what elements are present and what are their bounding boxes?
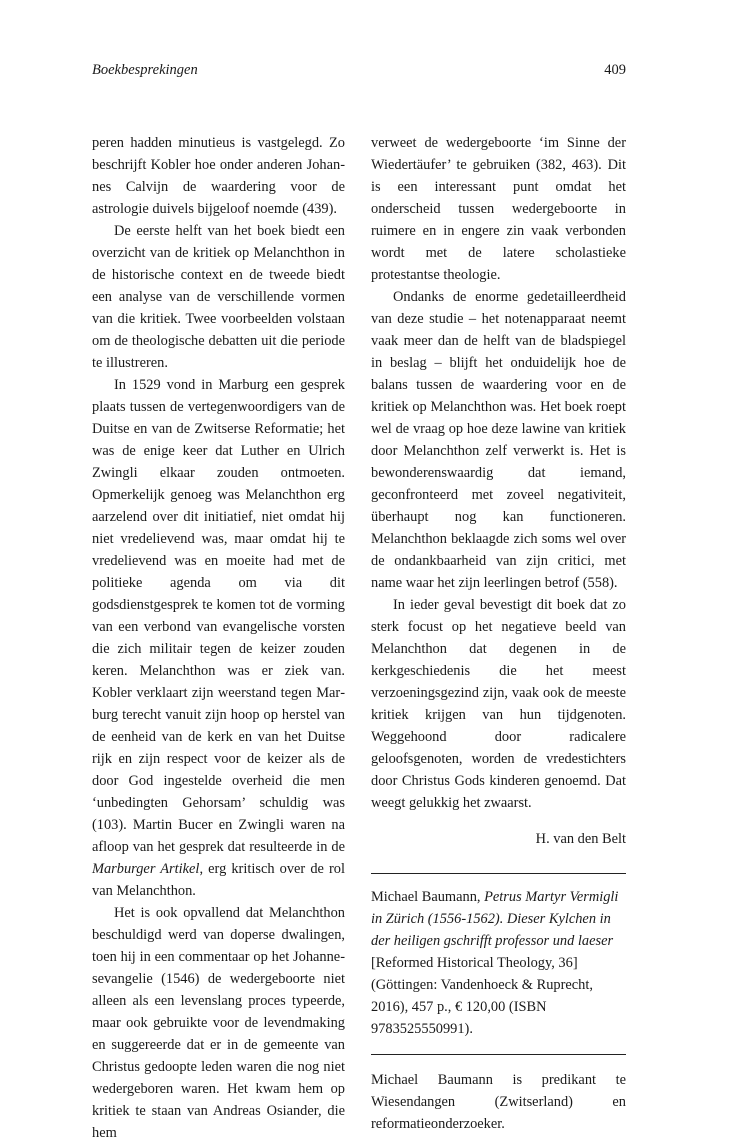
paragraph: peren hadden minutieus is vastgelegd. Zo beschrijft Kobler hoe onder anderen Johannes Calvijn de waardering voor de astrologie duivels bijgeloof noemde (439). [92, 135, 345, 217]
paragraph: verweet de wedergeboorte ‘im Sinne der Wiedertäufer’ te gebruiken (382, 463). Dit is een interessant punt omdat het onderscheid tussen wedergeboorte in ruimere en in engere zin vaak verbonden wordt met de latere scholastieke protestantse theologie. [371, 135, 626, 283]
book-author: Michael Baumann, [371, 889, 485, 905]
right-column [371, 132, 626, 1135]
reviewer-signature: H. van den Belt [535, 831, 626, 847]
paragraph: Het is ook opvallend dat Melanchthon beschuldigd werd van doperse dwalingen, toen hij in een commentaar op het Johannesevangelie (1546) de wedergeboorte niet alleen als een levenslang proces typeerde, maar ook gebruikte voor de levendmaking en suggereerde dat er in de gemeente van Christus gedoopte leden waren die nog niet wedergeboren waren. Het kwam hem op kritiek te staan van Andreas Osiander, die hem [92, 905, 345, 1141]
page-header [92, 62, 626, 84]
paragraph [92, 374, 345, 902]
paragraph: In ieder geval bevestigt dit boek dat zo sterk focust op het negatieve beeld van Melanchthon dat degenen in de kerkgeschiedenis die het meest verzoeningsgezind zijn, vaak ook de meeste kritiek krijgen van hun tijdgenoten. Weggehoond door radicalere geloofsgenoten, worden de vredestichters door Christus Gods kinderen genoemd. Dat weegt gelukkig het zwaarst. [371, 597, 626, 811]
italic-title: Marburger Artikel [92, 861, 200, 877]
divider [371, 873, 626, 874]
left-column [92, 132, 345, 1144]
paragraph-text: , erg kritisch over de rol van Melanchthon. [92, 861, 345, 899]
paragraph-text: In 1529 vond in Marburg een gesprek plaats tussen de vertegenwoordigers van de Duitse en van de Zwitserse Reformatie; het was de enige keer dat Luther en Ulrich Zwingli elkaar zouden ontmoeten. Opmerkelijk genoeg was Melanchthon erg aarzelend over dit initiatief, niet omdat hij niet vredelievend was, maar omdat hij te vredelievend was en moeite had met de politieke agenda om via dit godsdienstgesprek te komen tot de vorming van een verbond van evangelische vorsten die zich militair tegen de keizer zouden keren. Melanchthon was er ziek van. Kobler verklaart zijn weerstand tegen Marburg terecht vanuit zijn hoop op herstel van de eenheid van de kerk en van het Duitse rijk en zijn respect voor de keizer als de door God ingestelde overheid die men ‘unbedingten Gehorsam’ schuldig was (103). Martin Bucer en Zwingli waren na afloop van het gesprek dat resulteerde in de [92, 377, 345, 855]
reviewer-note: Michael Baumann is predikant te Wiesendangen (Zwitserland) en reformatieonderzoeker. [371, 1072, 626, 1132]
divider [371, 1054, 626, 1055]
paragraph: De eerste helft van het boek biedt een overzicht van de kritiek op Melanchthon in de historische context en de tweede biedt een analyse van de verschillende vormen van die kritiek. Twee voorbeelden volstaan om de theologische debatten uit die periode te illustreren. [92, 223, 345, 371]
running-head: Boekbesprekingen [92, 62, 198, 78]
book-details: [Reformed Historical Theology, 36] (Göttingen: Vandenhoeck & Ruprecht, 2016), 457 p., € 120,00 (ISBN 9783525550991). [371, 955, 593, 1037]
page-number: 409 [604, 62, 626, 78]
book-title: Petrus Martyr Vermigli in Zürich (1556-1562). Dieser Kylchen in der heiligen gschrifft professor und laeser [371, 889, 619, 949]
paragraph: Ondanks de enorme gedetailleerdheid van deze studie – het notenapparaat neemt vaak meer dan de helft van de bladspiegel in beslag – blijft het onduidelijk hoe de balans tussen de waardering voor en de kritiek op Melanchthon was. Het boek roept wel de vraag op hoe deze lawine van kritiek door Melanchthon zelf verwerkt is. Het is bewonderenswaardig dat iemand, geconfronteerd met zoveel negativiteit, überhaupt nog kan functioneren. Melanchthon beklaagde zich soms wel over de ondankbaarheid van zijn critici, met name waar het zijn leerlingen betrof (558). [371, 289, 626, 591]
book-reference [371, 886, 626, 1040]
